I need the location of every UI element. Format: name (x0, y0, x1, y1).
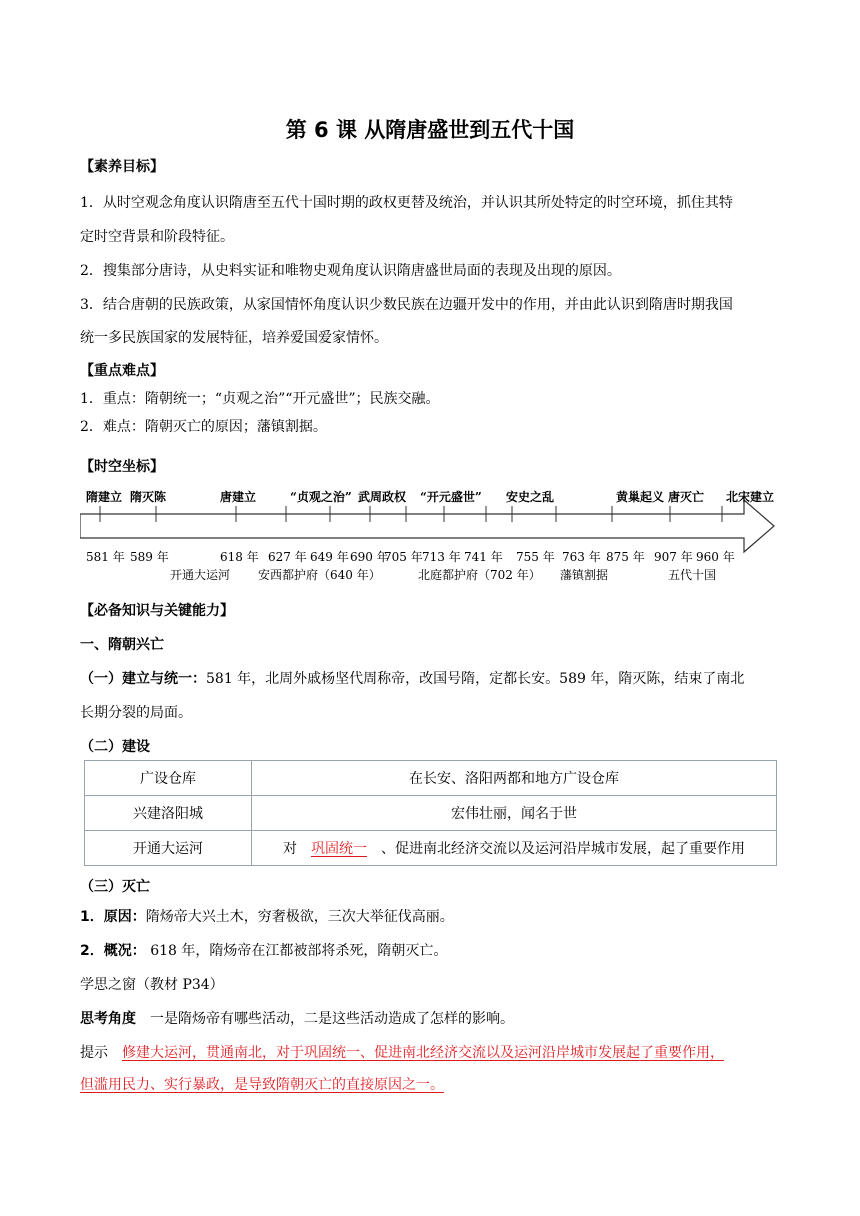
think-text: 一是隋炀帝有哪些活动，二是这些活动造成了怎样的影响。 (150, 1011, 514, 1027)
table-cell-name: 兴建洛阳城 (85, 796, 252, 831)
timeline-year-label: 649 年 (310, 550, 349, 564)
timeline-event-label: 北宋建立 (726, 490, 775, 504)
timeline-event-label: 安史之乱 (506, 490, 555, 504)
overview-text: 618 年，隋炀帝在江都被部将杀死，隋朝灭亡。 (145, 943, 448, 959)
timeline-year-label: 618 年 (220, 550, 259, 564)
hint-text-1: 修建大运河，贯通南北，对于巩固统一、促进南北经济交流以及运河沿岸城市发展起了重要作用， (122, 1045, 724, 1061)
timeline-year-label: 755 年 (516, 550, 555, 564)
desc-suffix: 、促进南北经济交流以及运河沿岸城市发展，起了重要作用 (381, 841, 745, 857)
timeline-year-label: 875 年 (606, 550, 645, 564)
goal-1-line-2: 定时空背景和阶段特征。 (80, 229, 234, 245)
goals-heading: 【素养目标】 (80, 159, 164, 175)
table-cell-desc: 宏伟壮丽，闻名于世 (252, 796, 777, 831)
goal-1-line-1: 1．从时空观念角度认识隋唐至五代十国时期的政权更替及统治，并认识其所处特定的时空环境，抓住其特 (80, 195, 733, 211)
timeline-note-label: 藩镇割据 (560, 568, 609, 582)
timeline-event-label: 黄巢起义 (616, 490, 665, 504)
key-points-heading: 【重点难点】 (80, 363, 164, 379)
hint-line-1 (80, 1042, 724, 1062)
timeline-event-label: 隋建立 (86, 490, 123, 504)
hint-label: 提示 (80, 1045, 108, 1061)
timeline-year-label: 705 年 (384, 550, 423, 564)
timeline-event-label: “开元盛世” (420, 490, 482, 504)
goal-3-line-2: 统一多民族国家的发展特征，培养爱国爱家情怀。 (80, 330, 388, 346)
think-label: 思考角度 (80, 1011, 136, 1027)
reason-label: 1．原因： (80, 909, 146, 925)
knowledge-heading: 【必备知识与关键能力】 (80, 603, 234, 619)
timeline-year-label: 763 年 (562, 550, 601, 564)
overview-line (80, 940, 447, 960)
timeline-event-label: “贞观之治” (290, 490, 352, 504)
timeline-event-label: 隋灭陈 (130, 490, 167, 504)
timeline-year-label: 741 年 (464, 550, 503, 564)
study-window: 学思之窗（教材 P34） (80, 977, 224, 993)
timeline-year-label: 960 年 (696, 550, 735, 564)
construction-table (84, 760, 777, 866)
timeline-year-label: 581 年 (86, 550, 125, 564)
timeline-event-label: 唐建立 (220, 490, 257, 504)
table-cell-name: 开通大运河 (85, 831, 252, 866)
key-point-2: 2．难点：隋朝灭亡的原因；藩镇割据。 (80, 419, 327, 435)
page-title: 第 6 课 从隋唐盛世到五代十国 (285, 118, 575, 142)
fill-blank-answer: 巩固统一 (311, 841, 367, 857)
goal-3-line-1: 3．结合唐朝的民族政策，从家国情怀角度认识少数民族在边疆开发中的作用，并由此认识到隋唐时期我国 (80, 297, 733, 313)
timeline-event-label: 武周政权 (358, 490, 407, 504)
timeline-year-label: 713 年 (422, 550, 461, 564)
timeline-year-label: 907 年 (654, 550, 693, 564)
table-cell-name: 广设仓库 (85, 761, 252, 796)
key-point-1: 1．重点：隋朝统一；“贞观之治”“开元盛世”；民族交融。 (80, 391, 440, 407)
table-cell-desc (252, 831, 777, 866)
timeline-note-label: 北庭都护府（702 年） (418, 568, 541, 582)
sub-1-label: （一）建立与统一： (80, 671, 206, 687)
sub-1-line-1 (80, 668, 744, 688)
reason-line (80, 906, 454, 926)
desc-prefix: 对 (283, 841, 297, 857)
reason-text: 隋炀帝大兴土木，穷奢极欲，三次大举征伐高丽。 (145, 909, 454, 925)
table-row (85, 796, 777, 831)
table-row (85, 831, 777, 866)
think-line (80, 1008, 514, 1028)
timeline-year-label: 690 年 (350, 550, 389, 564)
sub-1-text: 581 年，北周外戚杨坚代周称帝，改国号隋，定都长安。589 年，隋灭陈，结束了南北 (206, 671, 745, 687)
timeline-heading: 【时空坐标】 (80, 459, 164, 475)
overview-label: 2．概况： (80, 943, 146, 959)
table-cell-desc: 在长安、洛阳两都和地方广设仓库 (252, 761, 777, 796)
timeline-event-label: 唐灭亡 (668, 490, 705, 504)
sub-2-heading: （二）建设 (80, 739, 150, 755)
hint-text-2: 但滥用民力、实行暴政，是导致隋朝灭亡的直接原因之一。 (80, 1077, 444, 1093)
timeline (80, 486, 780, 586)
sub-3-heading: （三）灭亡 (80, 879, 150, 895)
table-row (85, 761, 777, 796)
part-1-heading: 一、隋朝兴亡 (80, 637, 164, 653)
timeline-note-label: 五代十国 (668, 568, 717, 582)
goal-2: 2．搜集部分唐诗，从史料实证和唯物史观角度认识隋唐盛世局面的表现及出现的原因。 (80, 263, 621, 279)
timeline-year-label: 589 年 (130, 550, 169, 564)
hint-line-2 (80, 1074, 444, 1094)
sub-1-line-2: 长期分裂的局面。 (80, 705, 192, 721)
timeline-note-label: 安西都护府（640 年） (258, 568, 381, 582)
timeline-note-label: 开通大运河 (170, 568, 231, 582)
timeline-year-label: 627 年 (268, 550, 307, 564)
